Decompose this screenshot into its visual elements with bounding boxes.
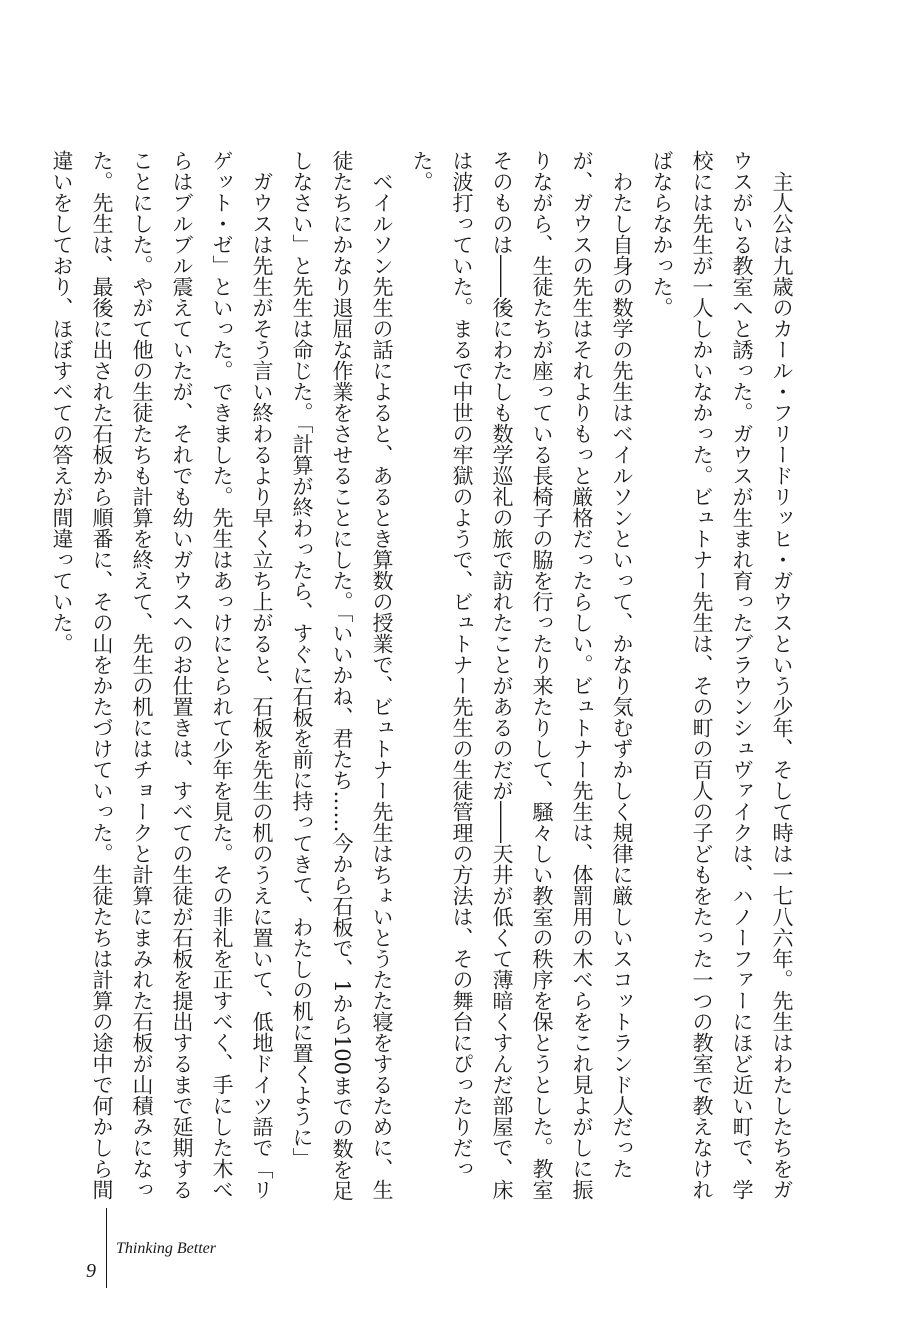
paragraph-1: 主人公は九歳のカール・フリードリッヒ・ガウスという少年、そして時は一七八六年。先生はわたしたちをガウスがいる教室へと誘った。ガウスが生まれ育ったブラウンシュヴァイクは、ハノーファーにほど近い町で、学校には先生が一人しかいなかった。ビュトナー先生は、その町の百人の子どもをたった一つの教室で教えなければならなかった。 bbox=[650, 150, 794, 1200]
vertical-text-block bbox=[50, 150, 802, 1220]
footer-divider bbox=[106, 1208, 107, 1288]
paragraph-4: ガウスは先生がそう言い終わるより早く立ち上がると、石板を先生の机のうえに置いて、低地ドイツ語で「リゲット・ゼ」といった。できました。先生はあっけにとられて少年を見た。その非礼を正すべく、手にした木べらはブルブル震えていたが、それでも幼いガウスへのお仕置きは、すべての生徒が石板を提出するまで延期することにした。やがて他の生徒たちも計算を終えて、先生の机にはチョークと計算にまみれた石板が山積みになった。先生は、最後に出された石板から順番に、その山をかたづけていった。生徒たちは計算の途中で何かしら間違いをしており、ほぼすべての答えが間違っていた。 bbox=[50, 150, 274, 1200]
paragraph-3: ベイルソン先生の話によると、あるとき算数の授業で、ビュトナー先生はちょいとうたた寝をするために、生徒たちにかなり退屈な作業をさせることにした。「いいかね、君たち……今から石板で、1から100までの数を足しなさい」と先生は命じた。「計算が終わったら、すぐに石板を前に持ってきて、わたしの机に置くように」 bbox=[290, 150, 394, 1201]
page-footer bbox=[78, 1208, 378, 1288]
page-number: 9 bbox=[86, 1260, 96, 1282]
running-title: Thinking Better bbox=[116, 1240, 216, 1257]
paragraph-2: わたし自身の数学の先生はベイルソンといって、かなり気むずかしく規律に厳しいスコットランド人だったが、ガウスの先生はそれよりもっと厳格だったらしい。ビュトナー先生は、体罰用の木べらをこれ見よがしに振りながら、生徒たちが座っている長椅子の脇を行ったり来たりして、騒々しい教室の秩序を保とうとした。教室そのものは――後にわたしも数学巡礼の旅で訪れたことがあるのだが――天井が低くて薄暗くすんだ部屋で、床は波打っていた。まるで中世の牢獄のようで、ビュトナー先生の生徒管理の方法は、その舞台にぴったりだった。 bbox=[410, 150, 634, 1200]
